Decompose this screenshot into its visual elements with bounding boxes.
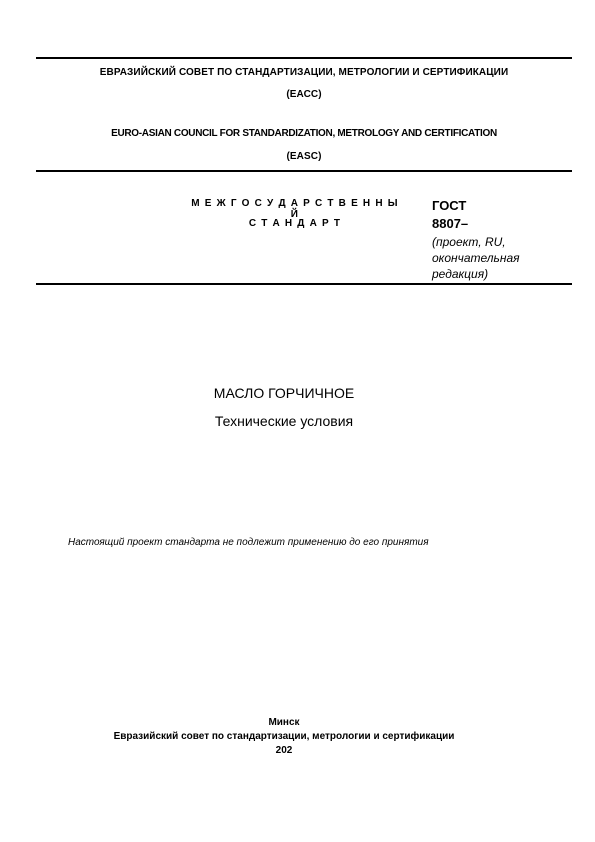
document-subtitle: Технические условия bbox=[214, 413, 354, 429]
council-abbr-en: (EASC) bbox=[286, 151, 322, 162]
council-abbr-ru: (ЕАСС) bbox=[286, 89, 322, 100]
draft-notice: Настоящий проект стандарта не подлежит применению до его принятия bbox=[68, 537, 429, 548]
footer-year: 202 bbox=[275, 745, 293, 756]
standard-type-line1: М Е Ж Г О С У Д А Р С Т В Е Н Н Ы Й bbox=[191, 198, 399, 220]
footer-city: Минск bbox=[268, 717, 300, 728]
top-rule bbox=[36, 57, 572, 59]
middle-rule bbox=[36, 170, 572, 172]
standard-type-line2: С Т А Н Д А Р Т bbox=[248, 218, 342, 229]
gost-note-line2: окончательная bbox=[432, 251, 520, 265]
gost-number: 8807– bbox=[432, 216, 469, 231]
lower-rule bbox=[36, 283, 572, 285]
gost-note-line3: редакция) bbox=[432, 267, 489, 281]
council-name-ru: ЕВРАЗИЙСКИЙ СОВЕТ ПО СТАНДАРТИЗАЦИИ, МЕТРОЛОГИИ И СЕРТИФИКАЦИИ bbox=[99, 67, 509, 78]
gost-note-line1: (проект, RU, bbox=[432, 235, 506, 249]
footer-publisher: Евразийский совет по стандартизации, метрологии и сертификации bbox=[113, 731, 455, 742]
council-name-en: EURO-ASIAN COUNCIL FOR STANDARDIZATION, METROLOGY AND CERTIFICATION bbox=[111, 128, 497, 139]
document-title: МАСЛО ГОРЧИЧНОЕ bbox=[213, 385, 355, 401]
gost-label: ГОСТ bbox=[432, 198, 467, 213]
